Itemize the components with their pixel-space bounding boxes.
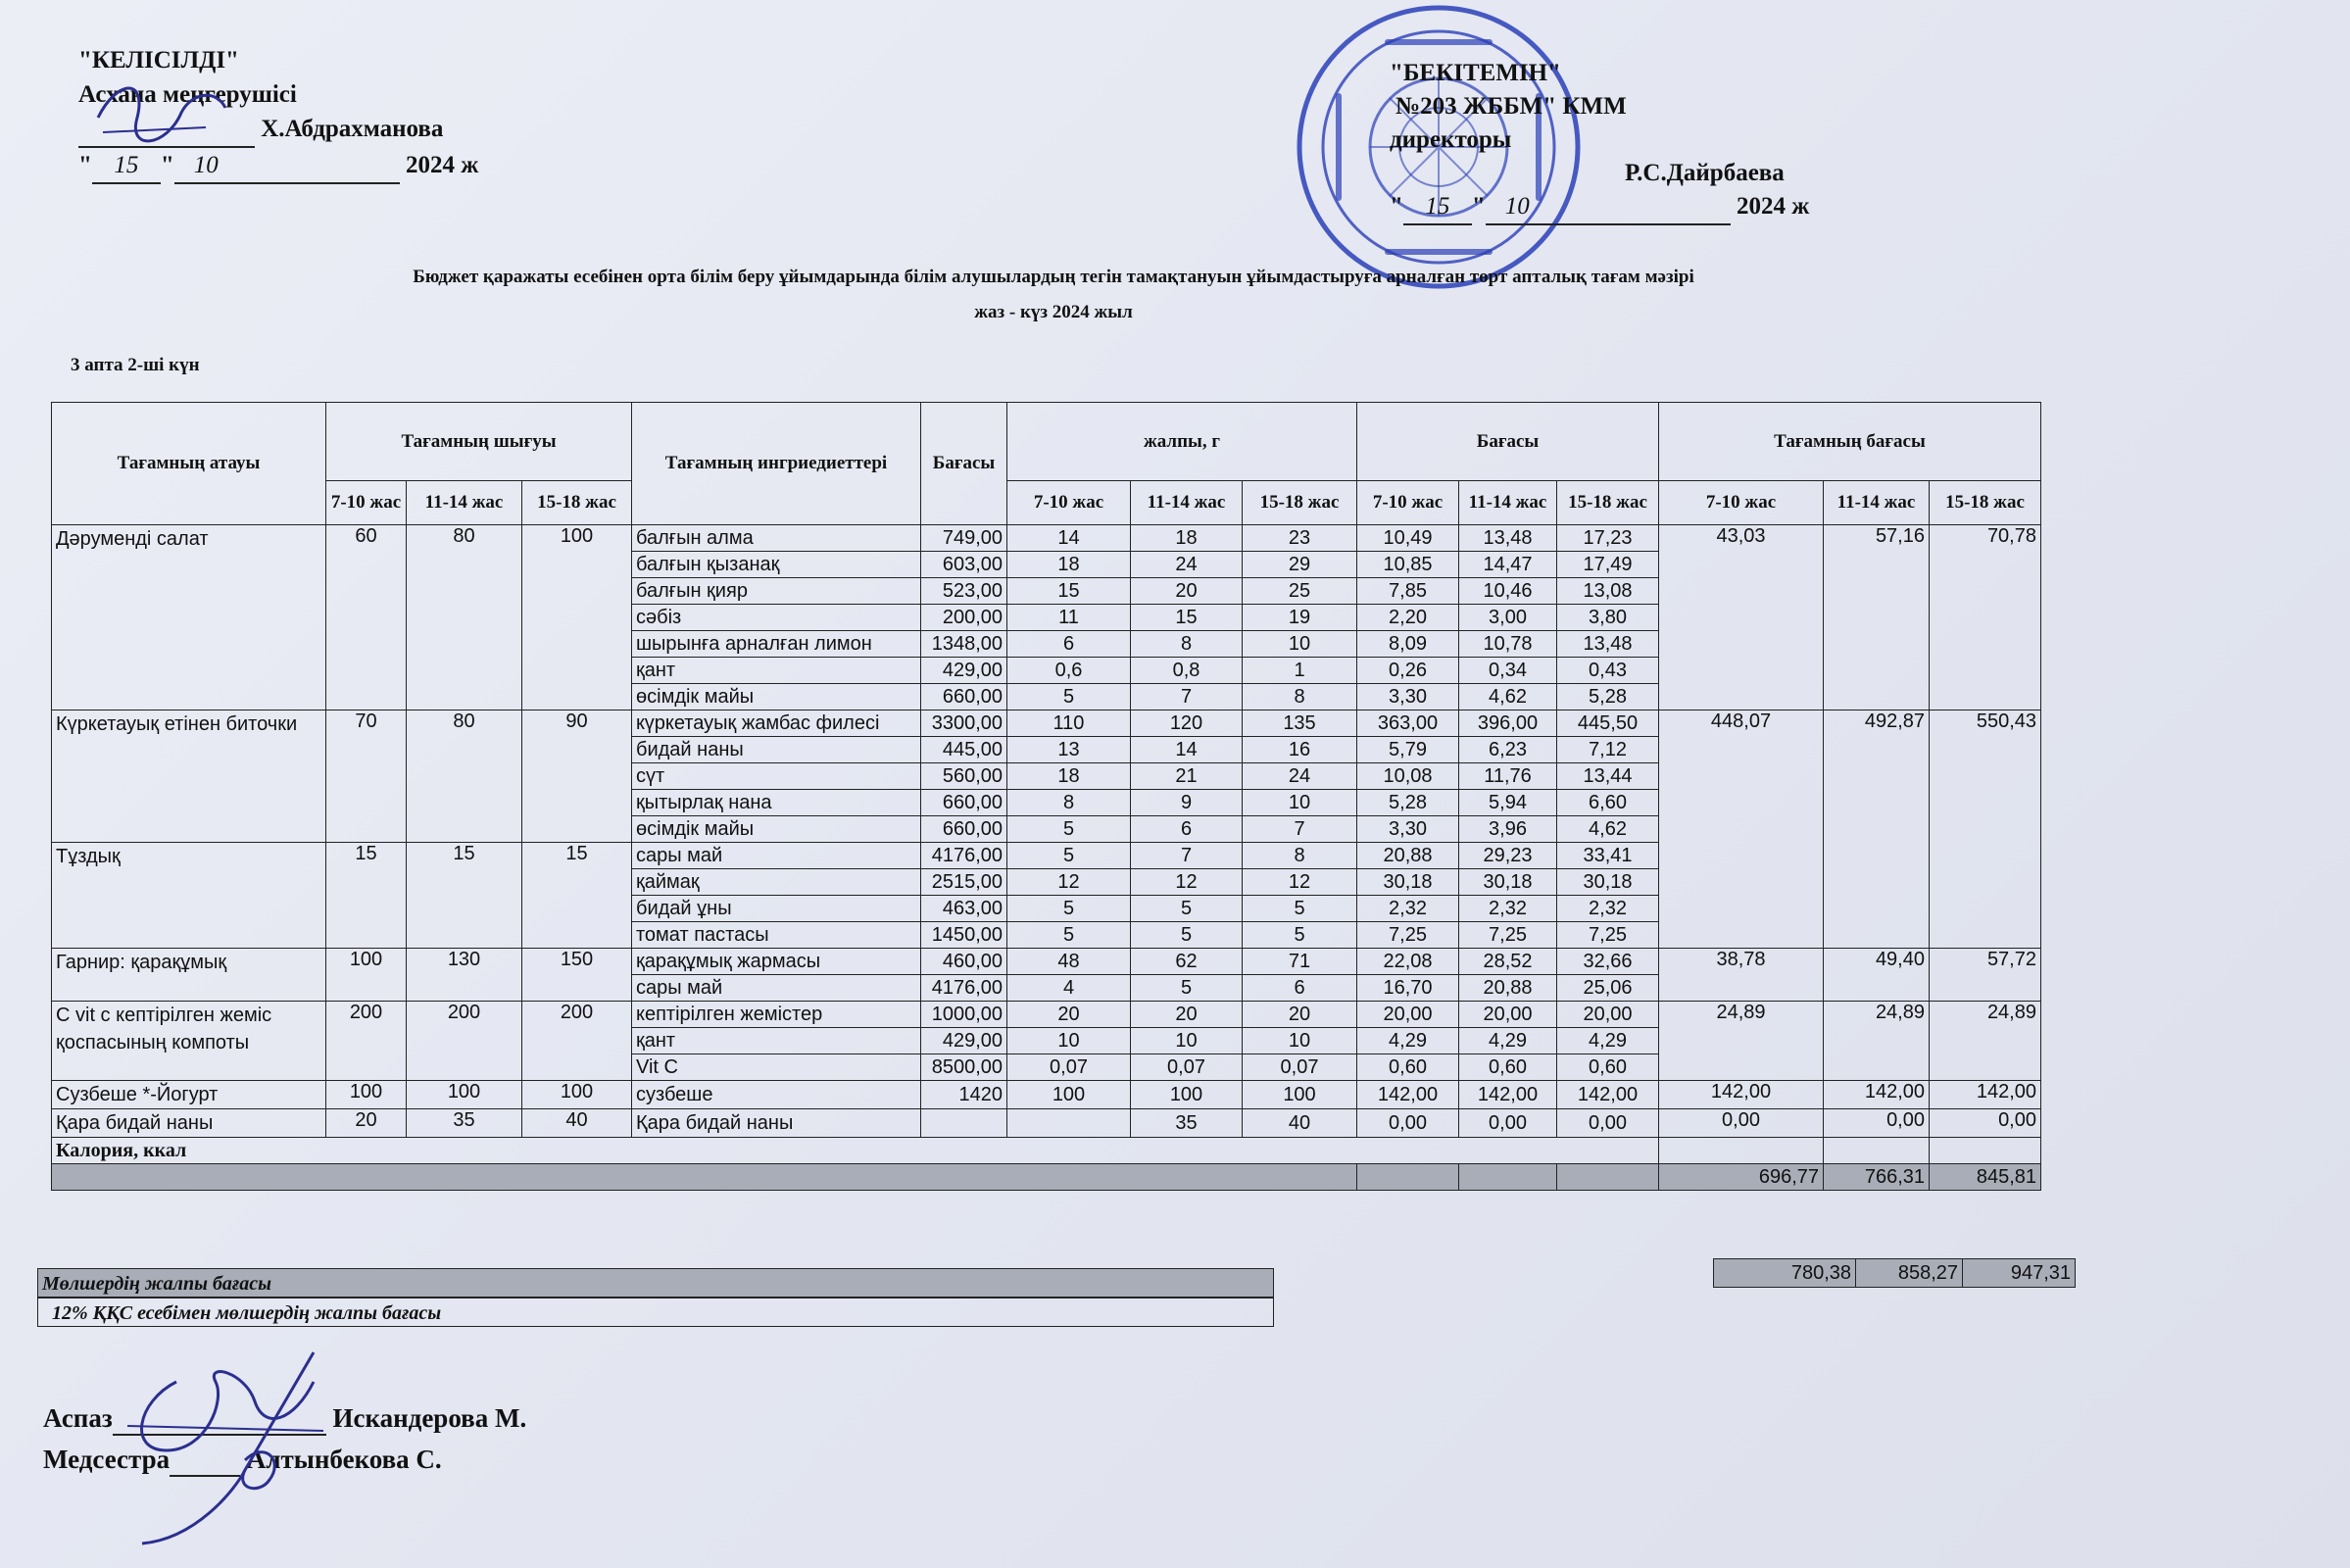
- header-age: 7-10 жас: [1659, 481, 1824, 525]
- cost-cell: 2,32: [1557, 896, 1659, 922]
- cost-cell: 142,00: [1557, 1081, 1659, 1109]
- price-cell: 603,00: [921, 552, 1007, 578]
- cost-cell: 16,70: [1357, 975, 1459, 1002]
- grams-cell: 40: [1243, 1109, 1357, 1138]
- grams-cell: 21: [1131, 763, 1243, 790]
- grams-cell: 12: [1007, 869, 1131, 896]
- ingredient-cell: қаймақ: [632, 869, 921, 896]
- calorie-value: 766,31: [1824, 1164, 1930, 1191]
- cost-cell: 20,88: [1357, 843, 1459, 869]
- grams-cell: 62: [1131, 949, 1243, 975]
- cost-cell: 0,00: [1357, 1109, 1459, 1138]
- grams-cell: 10: [1243, 631, 1357, 658]
- cost-cell: 7,25: [1459, 922, 1557, 949]
- cost-cell: 6,23: [1459, 737, 1557, 763]
- approval-right: [1390, 57, 1809, 225]
- approval-right-year: 2024 ж: [1737, 193, 1810, 220]
- cost-cell: 0,60: [1357, 1054, 1459, 1081]
- approval-right-title: "БЕКІТЕМІН": [1390, 60, 1561, 86]
- cost-cell: 5,28: [1357, 790, 1459, 816]
- price-cell: 749,00: [921, 525, 1007, 552]
- dish-cost-cell: 57,72: [1930, 949, 2041, 1002]
- grams-cell: 15: [1007, 578, 1131, 605]
- dish-name-cell: Күркетауық етінен биточки: [52, 710, 326, 843]
- output-cell: 60: [326, 525, 407, 710]
- dish-cost-cell: 49,40: [1824, 949, 1930, 1002]
- dish-cost-cell: 448,07: [1659, 710, 1824, 949]
- empty-cell: [1557, 1164, 1659, 1191]
- grams-cell: 20: [1131, 578, 1243, 605]
- grams-cell: 120: [1131, 710, 1243, 737]
- cost-cell: 17,23: [1557, 525, 1659, 552]
- cost-cell: 3,30: [1357, 684, 1459, 710]
- output-cell: 100: [522, 525, 632, 710]
- cost-cell: 0,60: [1459, 1054, 1557, 1081]
- week-day-label: 3 апта 2-ші күн: [71, 355, 200, 375]
- grams-cell: 23: [1243, 525, 1357, 552]
- cost-cell: 10,78: [1459, 631, 1557, 658]
- cost-cell: 20,00: [1459, 1002, 1557, 1028]
- cost-cell: 3,00: [1459, 605, 1557, 631]
- dish-cost-cell: 0,00: [1659, 1109, 1824, 1138]
- total-cost-label: Мөлшердің жалпы бағасы: [37, 1268, 1274, 1298]
- table-row: [52, 949, 2041, 975]
- price-cell: 8500,00: [921, 1054, 1007, 1081]
- price-cell: 429,00: [921, 658, 1007, 684]
- header-price: Бағасы: [921, 403, 1007, 525]
- price-cell: [921, 1109, 1007, 1138]
- dish-cost-cell: 142,00: [1930, 1081, 2041, 1109]
- calorie-value: 696,77: [1659, 1164, 1824, 1191]
- grams-cell: 8: [1243, 843, 1357, 869]
- cost-cell: 0,60: [1557, 1054, 1659, 1081]
- grams-cell: 12: [1131, 869, 1243, 896]
- ingredient-cell: балғын қызанақ: [632, 552, 921, 578]
- price-cell: 463,00: [921, 896, 1007, 922]
- ingredient-cell: сары май: [632, 975, 921, 1002]
- cost-cell: 5,79: [1357, 737, 1459, 763]
- price-cell: 429,00: [921, 1028, 1007, 1054]
- document-title: Бюджет қаражаты есебінен орта білім беру ұйымдарында білім алушылардың тегін тамақтануын ұйымдастыруға арналған төрт апталық тағам мәзірі: [413, 267, 1694, 287]
- header-age: 7-10 жас: [1357, 481, 1459, 525]
- ingredient-cell: балғын алма: [632, 525, 921, 552]
- grams-cell: 14: [1007, 525, 1131, 552]
- ingredient-cell: сары май: [632, 843, 921, 869]
- grams-cell: 20: [1007, 1002, 1131, 1028]
- grams-cell: 5: [1131, 896, 1243, 922]
- price-cell: 1348,00: [921, 631, 1007, 658]
- grams-cell: 13: [1007, 737, 1131, 763]
- grams-cell: 5: [1243, 922, 1357, 949]
- cost-cell: 30,18: [1357, 869, 1459, 896]
- cost-cell: 17,49: [1557, 552, 1659, 578]
- price-cell: 3300,00: [921, 710, 1007, 737]
- calorie-value: 845,81: [1930, 1164, 2041, 1191]
- approval-left-name: Х.Абдрахманова: [261, 116, 444, 142]
- nurse-role: Медсестра: [43, 1445, 171, 1474]
- cost-cell: 13,48: [1459, 525, 1557, 552]
- ingredient-cell: Vit C: [632, 1054, 921, 1081]
- ingredient-cell: қытырлақ нана: [632, 790, 921, 816]
- cost-cell: 7,85: [1357, 578, 1459, 605]
- output-cell: 130: [407, 949, 522, 1002]
- grams-cell: 7: [1243, 816, 1357, 843]
- price-cell: 1450,00: [921, 922, 1007, 949]
- dish-name-cell: Гарнир: қарақұмық: [52, 949, 326, 1002]
- output-cell: 90: [522, 710, 632, 843]
- approval-left-date: " 15 " 10 2024 ж: [78, 148, 478, 184]
- table-row: [52, 1109, 2041, 1138]
- table-row: [52, 710, 2041, 737]
- price-cell: 2515,00: [921, 869, 1007, 896]
- cost-cell: 10,85: [1357, 552, 1459, 578]
- calorie-label: Калория, ккал: [52, 1138, 1659, 1164]
- empty-cell: [1459, 1164, 1557, 1191]
- dish-cost-cell: 142,00: [1824, 1081, 1930, 1109]
- table-row: [52, 1081, 2041, 1109]
- header-ingredients: Тағамның ингриедиеттері: [632, 403, 921, 525]
- cost-cell: 445,50: [1557, 710, 1659, 737]
- left-approver-signature: [88, 59, 235, 176]
- ingredient-cell: сүт: [632, 763, 921, 790]
- total-cost-value: 858,27: [1856, 1259, 1963, 1288]
- cost-cell: 142,00: [1459, 1081, 1557, 1109]
- grams-cell: 8: [1007, 790, 1131, 816]
- output-cell: 100: [407, 1081, 522, 1109]
- header-age: 11-14 жас: [1131, 481, 1243, 525]
- output-cell: 15: [522, 843, 632, 949]
- cost-cell: 20,00: [1557, 1002, 1659, 1028]
- price-cell: 445,00: [921, 737, 1007, 763]
- grams-cell: 5: [1243, 896, 1357, 922]
- dish-cost-cell: 0,00: [1824, 1109, 1930, 1138]
- cost-cell: 11,76: [1459, 763, 1557, 790]
- cost-cell: 8,09: [1357, 631, 1459, 658]
- cost-cell: 4,29: [1557, 1028, 1659, 1054]
- header-age: 11-14 жас: [1824, 481, 1930, 525]
- grams-cell: 10: [1243, 790, 1357, 816]
- menu-table-body: [52, 525, 2041, 1138]
- cost-cell: 29,23: [1459, 843, 1557, 869]
- cost-cell: 3,96: [1459, 816, 1557, 843]
- cost-cell: 30,18: [1459, 869, 1557, 896]
- dish-name-cell: Қара бидай наны: [52, 1109, 326, 1138]
- table-row: [52, 525, 2041, 552]
- grams-cell: 1: [1243, 658, 1357, 684]
- grams-cell: 18: [1131, 525, 1243, 552]
- output-cell: 100: [326, 1081, 407, 1109]
- grams-cell: 6: [1007, 631, 1131, 658]
- cost-cell: 0,34: [1459, 658, 1557, 684]
- grams-cell: 20: [1243, 1002, 1357, 1028]
- cook-name: Искандерова М.: [332, 1403, 527, 1433]
- grams-cell: 5: [1007, 922, 1131, 949]
- cost-cell: 0,00: [1557, 1109, 1659, 1138]
- grams-cell: 10: [1131, 1028, 1243, 1054]
- empty-cell: [1659, 1138, 1824, 1164]
- grams-cell: 5: [1007, 684, 1131, 710]
- total-cost-value: 780,38: [1714, 1259, 1856, 1288]
- header-age: 11-14 жас: [407, 481, 522, 525]
- ingredient-cell: қант: [632, 658, 921, 684]
- approval-right-org: №203 ЖББМ" КММ: [1395, 93, 1627, 120]
- dish-cost-cell: 492,87: [1824, 710, 1930, 949]
- dish-name-cell: Сузбеше *-Йогурт: [52, 1081, 326, 1109]
- approval-left-title: "КЕЛІСІЛДІ": [78, 47, 239, 74]
- dish-cost-cell: 38,78: [1659, 949, 1824, 1002]
- grams-cell: 35: [1131, 1109, 1243, 1138]
- cost-cell: 10,46: [1459, 578, 1557, 605]
- grams-cell: 110: [1007, 710, 1131, 737]
- header-dish-cost: Тағамның бағасы: [1659, 403, 2041, 481]
- approval-right-month: 10: [1486, 190, 1731, 225]
- grams-cell: 11: [1007, 605, 1131, 631]
- cost-cell: 4,29: [1357, 1028, 1459, 1054]
- ingredient-cell: қант: [632, 1028, 921, 1054]
- cost-cell: 13,44: [1557, 763, 1659, 790]
- grams-cell: 0,6: [1007, 658, 1131, 684]
- approval-left-day: 15: [92, 148, 161, 184]
- price-cell: 560,00: [921, 763, 1007, 790]
- output-cell: 80: [407, 710, 522, 843]
- output-cell: 100: [326, 949, 407, 1002]
- document-subtitle: жаз - күз 2024 жыл: [974, 302, 1133, 322]
- grams-cell: [1007, 1109, 1131, 1138]
- header-age: 7-10 жас: [1007, 481, 1131, 525]
- header-age: 7-10 жас: [326, 481, 407, 525]
- ingredient-cell: бидай наны: [632, 737, 921, 763]
- grams-cell: 6: [1243, 975, 1357, 1002]
- dish-cost-cell: 24,89: [1824, 1002, 1930, 1081]
- grams-cell: 20: [1131, 1002, 1243, 1028]
- cost-cell: 0,00: [1459, 1109, 1557, 1138]
- ingredient-cell: бидай ұны: [632, 896, 921, 922]
- ingredient-cell: балғын қияр: [632, 578, 921, 605]
- price-cell: 523,00: [921, 578, 1007, 605]
- price-cell: 660,00: [921, 684, 1007, 710]
- cook-signature: [98, 1343, 343, 1558]
- grams-cell: 0,07: [1131, 1054, 1243, 1081]
- ingredient-cell: сузбеше: [632, 1081, 921, 1109]
- grams-cell: 5: [1131, 975, 1243, 1002]
- cost-cell: 396,00: [1459, 710, 1557, 737]
- grams-cell: 4: [1007, 975, 1131, 1002]
- cost-cell: 33,41: [1557, 843, 1659, 869]
- ingredient-cell: сәбіз: [632, 605, 921, 631]
- output-cell: 40: [522, 1109, 632, 1138]
- ingredient-cell: шырынға арналған лимон: [632, 631, 921, 658]
- grams-cell: 5: [1007, 816, 1131, 843]
- output-cell: 70: [326, 710, 407, 843]
- output-cell: 150: [522, 949, 632, 1002]
- grams-cell: 48: [1007, 949, 1131, 975]
- nurse-name: Алтынбекова С.: [246, 1445, 442, 1474]
- grams-cell: 0,8: [1131, 658, 1243, 684]
- grams-cell: 19: [1243, 605, 1357, 631]
- header-total-g: жалпы, г: [1007, 403, 1357, 481]
- grams-cell: 14: [1131, 737, 1243, 763]
- grams-cell: 16: [1243, 737, 1357, 763]
- cost-cell: 28,52: [1459, 949, 1557, 975]
- header-age: 15-18 жас: [1557, 481, 1659, 525]
- grams-cell: 24: [1243, 763, 1357, 790]
- cost-cell: 363,00: [1357, 710, 1459, 737]
- header-age: 15-18 жас: [1930, 481, 2041, 525]
- grams-cell: 15: [1131, 605, 1243, 631]
- cost-cell: 7,25: [1557, 922, 1659, 949]
- dish-cost-cell: 70,78: [1930, 525, 2041, 710]
- cost-cell: 0,43: [1557, 658, 1659, 684]
- dish-cost-cell: 0,00: [1930, 1109, 2041, 1138]
- grams-cell: 100: [1007, 1081, 1131, 1109]
- grams-cell: 7: [1131, 684, 1243, 710]
- grams-cell: 135: [1243, 710, 1357, 737]
- grams-cell: 9: [1131, 790, 1243, 816]
- output-cell: 15: [326, 843, 407, 949]
- output-cell: 80: [407, 525, 522, 710]
- approval-right-day: 15: [1403, 190, 1472, 225]
- grams-cell: 71: [1243, 949, 1357, 975]
- ingredient-cell: кептірілген жемістер: [632, 1002, 921, 1028]
- price-cell: 460,00: [921, 949, 1007, 975]
- calorie-shaded-row: [52, 1164, 1357, 1191]
- cost-cell: 14,47: [1459, 552, 1557, 578]
- cost-cell: 20,00: [1357, 1002, 1459, 1028]
- cost-cell: 32,66: [1557, 949, 1659, 975]
- cost-cell: 25,06: [1557, 975, 1659, 1002]
- approval-left-role: Асхана меңгерушісі: [78, 81, 297, 108]
- approval-left-year: 2024 ж: [406, 152, 479, 178]
- dish-name-cell: Тұздық: [52, 843, 326, 949]
- cost-cell: 7,25: [1357, 922, 1459, 949]
- grams-cell: 18: [1007, 552, 1131, 578]
- ingredient-cell: Қара бидай наны: [632, 1109, 921, 1138]
- dish-name-cell: Дәруменді салат: [52, 525, 326, 710]
- grams-cell: 24: [1131, 552, 1243, 578]
- grams-cell: 12: [1243, 869, 1357, 896]
- cost-cell: 30,18: [1557, 869, 1659, 896]
- grams-cell: 8: [1131, 631, 1243, 658]
- output-cell: 200: [522, 1002, 632, 1081]
- cost-cell: 0,26: [1357, 658, 1459, 684]
- dish-cost-cell: 142,00: [1659, 1081, 1824, 1109]
- ingredient-cell: томат пастасы: [632, 922, 921, 949]
- grams-cell: 6: [1131, 816, 1243, 843]
- dish-cost-cell: 24,89: [1659, 1002, 1824, 1081]
- ingredient-cell: өсімдік майы: [632, 684, 921, 710]
- price-cell: 660,00: [921, 790, 1007, 816]
- empty-cell: [1930, 1138, 2041, 1164]
- header-dish-name: Тағамның атауы: [52, 403, 326, 525]
- ingredient-cell: өсімдік майы: [632, 816, 921, 843]
- header-age: 15-18 жас: [522, 481, 632, 525]
- grams-cell: 5: [1007, 843, 1131, 869]
- output-cell: 15: [407, 843, 522, 949]
- approval-right-date: " 15 " 10 2024 ж: [1390, 190, 1809, 225]
- price-cell: 660,00: [921, 816, 1007, 843]
- cost-cell: 4,29: [1459, 1028, 1557, 1054]
- approval-left-month: 10: [174, 148, 400, 184]
- grams-cell: 10: [1243, 1028, 1357, 1054]
- cost-cell: 5,28: [1557, 684, 1659, 710]
- price-cell: 1000,00: [921, 1002, 1007, 1028]
- cost-cell: 3,80: [1557, 605, 1659, 631]
- cost-cell: 2,32: [1357, 896, 1459, 922]
- cook-role: Аспаз: [43, 1403, 113, 1433]
- output-cell: 35: [407, 1109, 522, 1138]
- cost-cell: 7,12: [1557, 737, 1659, 763]
- approval-right-role: директоры: [1390, 126, 1512, 153]
- grams-cell: 100: [1243, 1081, 1357, 1109]
- grams-cell: 0,07: [1243, 1054, 1357, 1081]
- price-cell: 4176,00: [921, 843, 1007, 869]
- cost-cell: 142,00: [1357, 1081, 1459, 1109]
- grams-cell: 25: [1243, 578, 1357, 605]
- empty-cell: [1824, 1138, 1930, 1164]
- ingredient-cell: күркетауық жамбас филесі: [632, 710, 921, 737]
- price-cell: 4176,00: [921, 975, 1007, 1002]
- dish-cost-cell: 57,16: [1824, 525, 1930, 710]
- cost-cell: 6,60: [1557, 790, 1659, 816]
- grams-cell: 5: [1131, 922, 1243, 949]
- total-cost-value: 947,31: [1963, 1259, 2076, 1288]
- approval-right-name: Р.С.Дайрбаева: [1625, 160, 1785, 186]
- grams-cell: 100: [1131, 1081, 1243, 1109]
- grams-cell: 10: [1007, 1028, 1131, 1054]
- cost-cell: 3,30: [1357, 816, 1459, 843]
- dish-cost-cell: 24,89: [1930, 1002, 2041, 1081]
- cost-cell: 13,48: [1557, 631, 1659, 658]
- grams-cell: 0,07: [1007, 1054, 1131, 1081]
- output-cell: 20: [326, 1109, 407, 1138]
- grams-cell: 8: [1243, 684, 1357, 710]
- menu-table: [51, 402, 2041, 1191]
- price-cell: 200,00: [921, 605, 1007, 631]
- price-cell: 1420: [921, 1081, 1007, 1109]
- table-row: [52, 1002, 2041, 1028]
- header-output: Тағамның шығуы: [326, 403, 632, 481]
- grams-cell: 5: [1007, 896, 1131, 922]
- cost-cell: 5,94: [1459, 790, 1557, 816]
- output-cell: 200: [407, 1002, 522, 1081]
- header-cost: Бағасы: [1357, 403, 1659, 481]
- dish-name-cell: C vit c кептірілген жеміс қоспасының компоты: [52, 1002, 326, 1081]
- cost-cell: 4,62: [1557, 816, 1659, 843]
- cost-cell: 10,49: [1357, 525, 1459, 552]
- cost-cell: 20,88: [1459, 975, 1557, 1002]
- grams-cell: 29: [1243, 552, 1357, 578]
- dish-cost-cell: 43,03: [1659, 525, 1824, 710]
- vat-total-label: 12% ҚҚС есебімен мөлшердің жалпы бағасы: [37, 1298, 1274, 1327]
- cost-cell: 22,08: [1357, 949, 1459, 975]
- output-cell: 100: [522, 1081, 632, 1109]
- dish-cost-cell: 550,43: [1930, 710, 2041, 949]
- cost-cell: 13,08: [1557, 578, 1659, 605]
- cost-cell: 4,62: [1459, 684, 1557, 710]
- cost-cell: 2,32: [1459, 896, 1557, 922]
- grams-cell: 18: [1007, 763, 1131, 790]
- header-age: 15-18 жас: [1243, 481, 1357, 525]
- cost-cell: 2,20: [1357, 605, 1459, 631]
- ingredient-cell: қарақұмық жармасы: [632, 949, 921, 975]
- empty-cell: [1357, 1164, 1459, 1191]
- total-cost-values: [1713, 1258, 2076, 1288]
- grams-cell: 7: [1131, 843, 1243, 869]
- header-age: 11-14 жас: [1459, 481, 1557, 525]
- output-cell: 200: [326, 1002, 407, 1081]
- cost-cell: 10,08: [1357, 763, 1459, 790]
